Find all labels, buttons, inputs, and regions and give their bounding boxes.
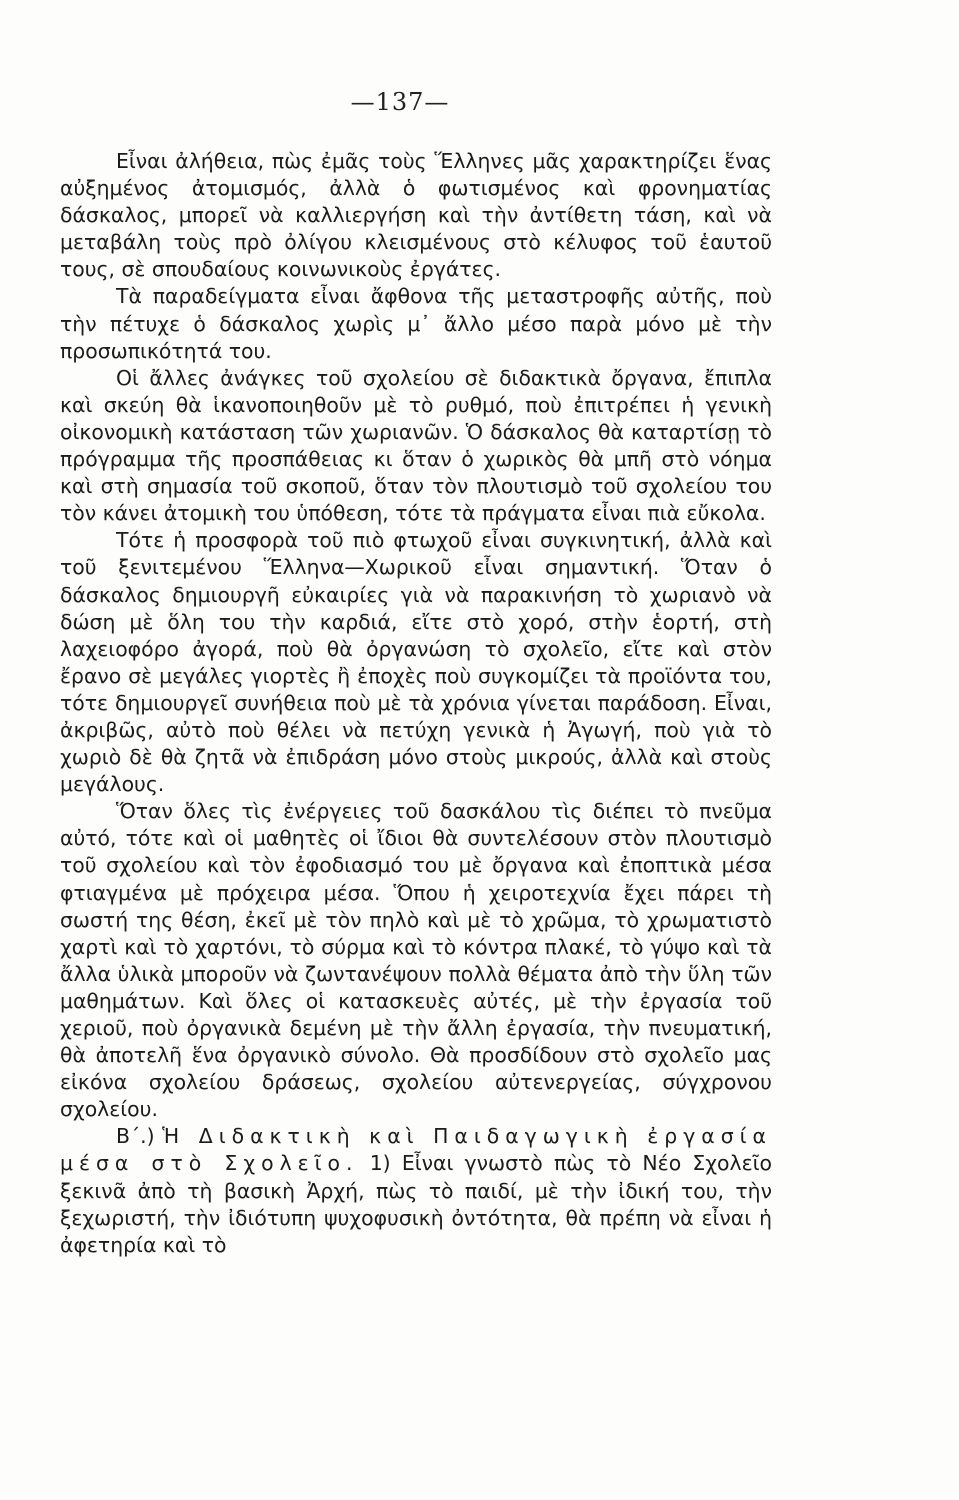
- section-heading: Ἡ Διδακτικὴ καὶ Παιδαγωγικὴ ἐργασία μέσα στὸ Σχολεῖο.: [60, 1124, 772, 1176]
- paragraph-2: Τὰ παραδείγματα εἶναι ἄφθονα τῆς μεταστροφῆς αὐτῆς, ποὺ τὴν πέτυχε ὁ δάσκαλος χωρὶς μ᾽ ἄλλο μέσο παρὰ μόνο μὲ τὴν προσωπικότητά του.: [60, 284, 772, 363]
- paragraph-4: Τότε ἡ προσφορὰ τοῦ πιὸ φτωχοῦ εἶναι συγκινητική, ἀλλὰ καὶ τοῦ ξενιτεμένου Ἕλληνα—Χωρικοῦ εἶναι σημαντική. Ὅταν ὁ δάσκαλος δημιουργῆ εὐκαιρίες γιὰ νὰ παρακινήση τὸ χωριανὸ νὰ δώση μὲ ὅλη του τὴν καρδιά, εἴτε στὸ χορό, στὴν ἑορτή, στὴ λαχειοφόρο ἀγορά, ποὺ θὰ ὀργανώση τὸ σχολεῖο, εἴτε καὶ στὸν ἔρανο σὲ μεγάλες γιορτὲς ἢ ἐποχὲς ποὺ συγκομίζει τὰ προϊόντα του, τότε δημιουργεῖ συνήθεια ποὺ μὲ τὰ χρόνια γίνεται παράδοση. Εἶναι, ἀκριβῶς, αὐτὸ ποὺ θέλει νὰ πετύχη γενικὰ ἡ Ἀγωγή, ποὺ γιὰ τὸ χωριὸ δὲ θὰ ζητᾶ νὰ ἐπιδράση μόνο στοὺς μικρούς, ἀλλὰ καὶ στοὺς μεγάλους.: [60, 528, 772, 797]
- paragraph-5: Ὅταν ὅλες τὶς ἐνέργειες τοῦ δασκάλου τὶς διέπει τὸ πνεῦμα αὐτό, τότε καὶ οἱ μαθητὲς οἱ ἴδιοι θὰ συντελέσουν στὸν πλουτισμὸ τοῦ σχολείου καὶ τὸν ἐφοδιασμό του μὲ ὄργανα καὶ ἐποπτικὰ μέσα φτιαγμένα μὲ πρόχειρα μέσα. Ὅπου ἡ χειροτεχνία ἔχει πάρει τὴ σωστή της θέση, ἐκεῖ μὲ τὸν πηλὸ καὶ μὲ τὸ χρῶμα, τὸ χρωματιστὸ χαρτὶ καὶ τὸ χαρτόνι, τὸ σύρμα καὶ τὸ κόντρα πλακέ, τὸ γύψο καὶ τὰ ἄλλα ὑλικὰ μποροῦν νὰ ζωντανέψουν πολλὰ θέματα ἀπὸ τὴν ὕλη τῶν μαθημάτων. Καὶ ὅλες οἱ κατασκευὲς αὐτές, μὲ τὴν ἐργασία τοῦ χεριοῦ, ποὺ ὀργανικὰ δεμένη μὲ τὴν ἄλλη ἐργασία, τὴν πνευματική, θὰ ἀποτελῆ ἕνα ὀργανικὸ σύνολο. Θὰ προσδίδουν στὸ σχολεῖο μας εἰκόνα σχολείου δράσεως, σχολείου αὐτενεργείας, σύγχρονου σχολείου.: [60, 799, 772, 1122]
- section-prefix: Β΄.): [116, 1124, 163, 1149]
- paragraph-3: Οἱ ἄλλες ἀνάγκες τοῦ σχολείου σὲ διδακτικὰ ὄργανα, ἔπιπλα καὶ σκεύη θὰ ἱκανοποιηθοῦν μὲ τὸ ρυθμό, ποὺ ἐπιτρέπει ἡ γενικὴ οἰκονομικὴ κατάσταση τῶν χωριανῶν. Ὁ δάσκαλος θὰ καταρτίσῃ τὸ πρόγραμμα τῆς προσπάθειας κι ὅταν ὁ χωρικὸς θὰ μπῆ στὸ νόημα καὶ στὴ σημασία τοῦ σκοποῦ, ὅταν τὸν πλουτισμὸ τοῦ σχολείου του τὸν κάνει ἀτομικὴ του ὑπόθεση, τότε τὰ πράγματα εἶναι πιὰ εὔκολα.: [60, 365, 772, 526]
- section-paragraph: [60, 1123, 772, 1258]
- body-text: [60, 148, 772, 1259]
- page-number: —137—: [350, 88, 450, 116]
- paragraph-1: Εἶναι ἀλήθεια, πὼς ἐμᾶς τοὺς Ἕλληνες μᾶς χαρακτηρίζει ἕνας αὐξημένος ἀτομισμός, ἀλλὰ ὁ φωτισμένος καὶ φρονηματίας δάσκαλος, μπορεῖ νὰ καλλιεργήση καὶ τὴν ἀντίθετη τάση, καὶ νὰ μεταβάλη τοὺς πρὸ ὀλίγου κλεισμένους στὸ κέλυφος τοῦ ἑαυτοῦ τους, σὲ σπουδαίους κοινωνικοὺς ἐργάτες.: [60, 149, 772, 282]
- section-text: 1) Εἶναι γνωστὸ πὼς τὸ Νέο Σχολεῖο ξεκινᾶ ἀπὸ τὴ βασικὴ Ἀρχή, πὼς τὸ παιδί, μὲ τὴν ἰδική του, τὴν ξεχωριστή, τὴν ἰδιότυπη ψυχοφυσικὴ ὀντότητα, θὰ πρέπη νὰ εἶναι ἡ ἀφετηρία καὶ τὸ: [60, 1151, 772, 1257]
